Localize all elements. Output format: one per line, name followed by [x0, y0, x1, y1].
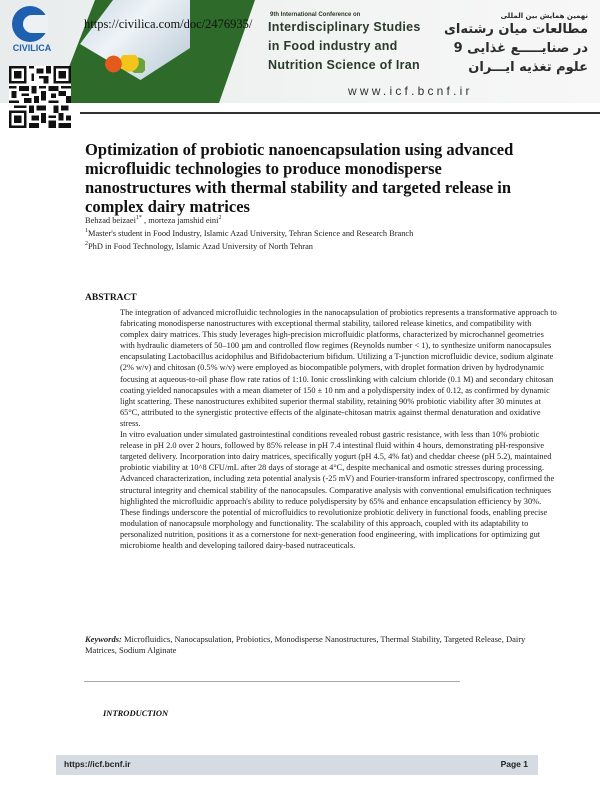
- conference-fa-line-1: مطالعات میان رشته‌ای: [444, 22, 588, 37]
- banner-divider: [80, 112, 600, 114]
- keywords-label: Keywords:: [85, 634, 122, 644]
- affiliation-1: [85, 226, 545, 239]
- conference-edition-fa: نهمین همایش بین المللی: [500, 12, 588, 20]
- banner-fruit-image: [100, 55, 145, 73]
- paper-title: Optimization of probiotic nanoencapsulation using advanced microfluidic technologies to produce monodisperse nanostructures with thermal stability and targeted release in complex dairy matrices: [85, 140, 514, 216]
- abstract-paragraph-2: In vitro evaluation under simulated gastrointestinal conditions revealed robust gastric resistance, with less than 10% probiotic release in pH 2.0 over 2 hours, followed by 85% release in pH 7.4 intestinal fluid within 4 hours, demonstrating pH-responsive targeted delivery. Incorporation into dairy matrices, specifically yogurt (pH 4.5, 4% fat) and cheddar cheese (pH 5.2), maintained probiotic viability at 10^8 CFU/mL after 28 days of storage at 4°C, despite mechanical and osmotic stresses during processing. Advanced characterization, including zeta potential analysis (-25 mV) and Fourier-transform infrared spectroscopy, confirmed the structural integrity and chemical stability of the nanocapsules. Comparative analysis with conventional emulsification techniques highlighted the microfluidic approach's ability to reduce polydispersity by 65% and enhance encapsulation efficiency by 30%. These findings underscore the potential of microfluidics to revolutionize probiotic delivery in functional foods, enabling precise modulation of nanocapsule morphology and functionality. The scalability of this approach, coupled with its adaptability to personalized nutrition, positions it as a cornerstone for next-generation food engineering, with implications for optimizing gut microbiome health and developing tailored dairy-based nutraceuticals.: [120, 430, 555, 550]
- conference-line-2: in Food industry and: [268, 39, 398, 53]
- civilica-logo-text: CIVILICA: [12, 43, 52, 53]
- introduction-heading: INTRODUCTION: [103, 708, 169, 718]
- affiliation-2-text: PhD in Food Technology, Islamic Azad University of North Tehran: [88, 241, 313, 251]
- abstract-heading: ABSTRACT: [85, 293, 137, 303]
- footer-page-number: Page 1: [500, 759, 528, 769]
- affiliation-2-marker: 2: [85, 240, 88, 247]
- affiliation-2: [85, 239, 545, 252]
- conference-title-en: [268, 12, 421, 75]
- abstract-body: [120, 307, 558, 551]
- keywords-divider: [84, 681, 460, 682]
- conference-title-fa: [444, 12, 588, 77]
- author-line: [85, 213, 545, 226]
- author-block: [85, 213, 545, 251]
- author-1-superscript: 1*: [135, 215, 142, 221]
- keywords-block: [85, 634, 545, 656]
- author-2-superscript: 2: [218, 215, 222, 221]
- qr-code-icon: [9, 66, 71, 128]
- civilica-c-icon: [12, 6, 48, 42]
- affiliation-1-marker: 1: [85, 227, 88, 234]
- abstract-paragraph-1: The integration of advanced microfluidic technologies in the nanocapsulation of probiotics represents a transformative approach to fabricating monodisperse nanostructures with exceptional thermal stability, tailored release kinetics, and compatibility with complex dairy matrices. This study leverages high-precision microfluidic platforms, characterized by microchannel geometries with hydraulic diameters of 50–100 µm and controlled flow regimes (Reynolds number < 1), to synthesize uniform nanocapsules encapsulating Lactobacillus acidophilus and Bifidobacterium bifidum. Utilizing a T-junction microfluidic device, sodium alginate (2% w/v) and chitosan (0.5% w/v) were employed as biocompatible polymers, with droplet formation driven by hydrodynamic focusing at aqueous-to-oil phase flow rate ratios of 1:10. Ionic crosslinking with calcium chloride (0.1 M) and secondary chitosan coating yielded nanocapsules with a mean diameter of 150 ± 10 nm and a polydispersity index of 0.12, as confirmed by dynamic light scattering. These nanostructures exhibited superior thermal stability, retaining 90% probiotic viability after 30 minutes at 65°C, attributed to the synergistic protective effects of the alginate-chitosan matrix against thermal denaturation and oxidative stress.: [120, 308, 557, 428]
- conference-website[interactable]: www.icf.bcnf.ir: [348, 84, 473, 98]
- conference-line-1: Interdisciplinary Studies: [268, 20, 421, 34]
- keywords-list: Microfluidics, Nanocapsulation, Probiotics, Monodisperse Nanostructures, Thermal Stability, Targeted Release, Dairy Matrices, Sodium Alginate: [85, 634, 526, 655]
- author-1: Behzad beizaei: [85, 215, 136, 225]
- conference-fa-line-3: علوم تغذیه ایـــران: [468, 60, 588, 75]
- document-url[interactable]: https://civilica.com/doc/2476935/: [84, 17, 253, 31]
- civilica-logo[interactable]: [6, 6, 56, 54]
- footer-url[interactable]: https://icf.bcnf.ir: [64, 759, 131, 769]
- conference-edition-en: 9th International Conference on: [270, 12, 361, 18]
- author-separator: ,: [141, 215, 149, 225]
- conference-fa-line-2: در صنایـــــع غذایی 9: [453, 41, 588, 56]
- page-footer: [56, 755, 538, 775]
- author-2: morteza jamshid eini: [148, 215, 219, 225]
- affiliation-1-text: Master's student in Food Industry, Islamic Azad University, Tehran Science and Research Branch: [88, 228, 414, 238]
- conference-line-3: Nutrition Science of Iran: [268, 58, 420, 72]
